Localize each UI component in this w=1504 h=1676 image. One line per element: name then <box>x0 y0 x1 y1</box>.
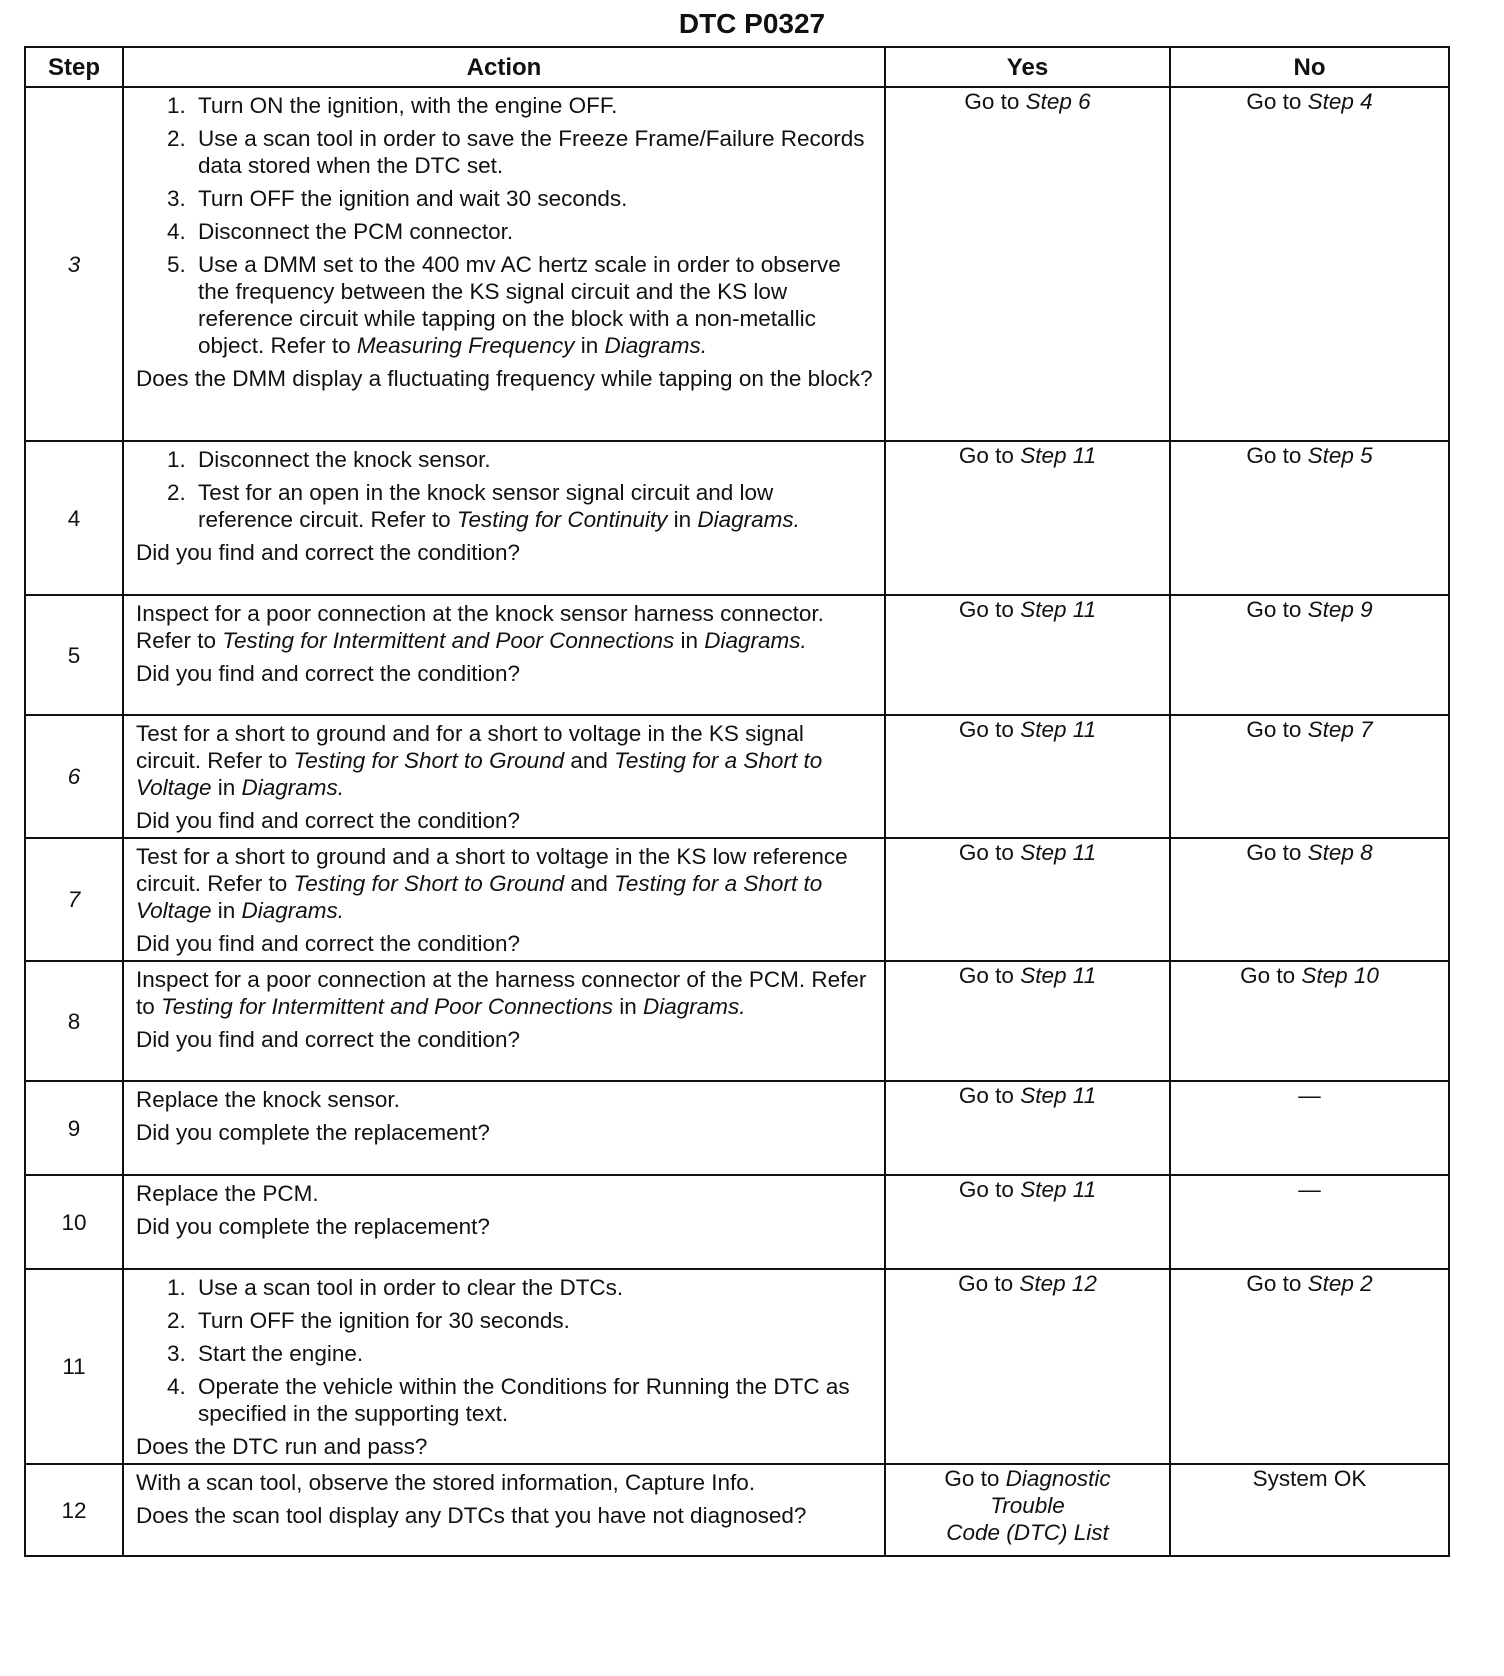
yes-cell: Go to Step 11 <box>958 1083 1097 1108</box>
table-row <box>25 715 1449 838</box>
question: Does the DMM display a fluctuating frequency while tapping on the block? <box>136 366 873 391</box>
question: Did you find and correct the condition? <box>136 661 520 686</box>
no-cell: Go to Step 4 <box>1246 89 1373 114</box>
header-yes: Yes <box>885 47 1170 87</box>
no-cell: Go to Step 9 <box>1246 597 1373 622</box>
list-item: 1. Disconnect the knock sensor. <box>192 446 874 473</box>
step-number: 3 <box>25 87 123 441</box>
yes-cell: Go to Diagnostic Trouble Code (DTC) List <box>944 1466 1111 1545</box>
table-row <box>25 595 1449 715</box>
list-item: 5. Use a DMM set to the 400 mv AC hertz scale in order to observe the frequency between the KS signal circuit and the KS low reference circuit while tapping on the block with a non-metallic object. Refer to Measuring Frequency in Diagrams. <box>192 251 874 359</box>
no-cell: Go to Step 7 <box>1246 717 1373 742</box>
action-cell <box>124 442 884 569</box>
yes-cell: Go to Step 6 <box>964 89 1091 114</box>
action-cell <box>124 1270 884 1463</box>
question: Did you find and correct the condition? <box>136 540 520 565</box>
table-row <box>25 1175 1449 1269</box>
action-cell: Inspect for a poor connection at the harness connector of the PCM. Refer to Testing for Intermittent and Poor Connections in Diagrams. Did you find and correct the condition? <box>124 962 884 1056</box>
no-cell: System OK <box>1252 1466 1367 1491</box>
action-cell <box>124 88 884 395</box>
step-number: 7 <box>25 838 123 961</box>
no-cell: Go to Step 10 <box>1240 963 1379 988</box>
table-row <box>25 87 1449 441</box>
question: Does the DTC run and pass? <box>136 1434 428 1459</box>
step-number: 11 <box>25 1269 123 1464</box>
action-cell: Test for a short to ground and a short to voltage in the KS low reference circuit. Refer to Testing for Short to Ground and Testing for a Short to Voltage in Diagrams. Did you find and correct the condition? <box>124 839 884 960</box>
yes-cell: Go to Step 11 <box>958 443 1097 468</box>
list-item: 1. Turn ON the ignition, with the engine OFF. <box>192 92 874 119</box>
no-cell: — <box>1298 1083 1321 1108</box>
list-item: 3. Start the engine. <box>192 1340 874 1367</box>
table-row <box>25 1464 1449 1556</box>
action-cell: With a scan tool, observe the stored information, Capture Info. Does the scan tool display any DTCs that you have not diagnosed? <box>124 1465 884 1532</box>
yes-cell: Go to Step 12 <box>958 1271 1097 1296</box>
action-cell: Replace the PCM. Did you complete the replacement? <box>124 1176 884 1243</box>
step-number: 10 <box>25 1175 123 1269</box>
question: Did you find and correct the condition? <box>136 808 520 833</box>
question: Did you complete the replacement? <box>136 1120 490 1145</box>
table-row <box>25 441 1449 595</box>
table-row <box>25 838 1449 961</box>
no-cell: Go to Step 5 <box>1246 443 1373 468</box>
action-cell: Inspect for a poor connection at the knock sensor harness connector. Refer to Testing for Intermittent and Poor Connections in Diagrams. Did you find and correct the condition? <box>124 596 884 690</box>
header-step: Step <box>25 47 123 87</box>
no-cell: Go to Step 2 <box>1246 1271 1373 1296</box>
header-action: Action <box>123 47 885 87</box>
page-title: DTC P0327 <box>678 8 826 39</box>
action-cell: Test for a short to ground and for a short to voltage in the KS signal circuit. Refer to Testing for Short to Ground and Testing for a Short to Voltage in Diagrams. Did you find and correct the condition? <box>124 716 884 837</box>
header-no: No <box>1170 47 1449 87</box>
step-number: 6 <box>25 715 123 838</box>
list-item: 3. Turn OFF the ignition and wait 30 seconds. <box>192 185 874 212</box>
step-number: 9 <box>25 1081 123 1175</box>
question: Does the scan tool display any DTCs that you have not diagnosed? <box>136 1503 807 1528</box>
list-item: 4. Disconnect the PCM connector. <box>192 218 874 245</box>
yes-cell: Go to Step 11 <box>958 1177 1097 1202</box>
list-item: 1. Use a scan tool in order to clear the DTCs. <box>192 1274 874 1301</box>
dtc-table <box>24 46 1450 1557</box>
yes-cell: Go to Step 11 <box>958 717 1097 742</box>
list-item: 2. Turn OFF the ignition for 30 seconds. <box>192 1307 874 1334</box>
table-header-row <box>25 47 1449 87</box>
table-row <box>25 1081 1449 1175</box>
step-number: 12 <box>25 1464 123 1556</box>
step-number: 5 <box>25 595 123 715</box>
action-cell: Replace the knock sensor. Did you complete the replacement? <box>124 1082 884 1149</box>
yes-cell: Go to Step 11 <box>958 963 1097 988</box>
table-row <box>25 961 1449 1081</box>
question: Did you find and correct the condition? <box>136 1027 520 1052</box>
list-item: 2. Use a scan tool in order to save the Freeze Frame/Failure Records data stored when the DTC set. <box>192 125 874 179</box>
yes-cell: Go to Step 11 <box>958 840 1097 865</box>
step-number: 8 <box>25 961 123 1081</box>
question: Did you find and correct the condition? <box>136 931 520 956</box>
list-item: 2. Test for an open in the knock sensor signal circuit and low reference circuit. Refer to Testing for Continuity in Diagrams. <box>192 479 874 533</box>
no-cell: — <box>1298 1177 1321 1202</box>
yes-cell: Go to Step 11 <box>958 597 1097 622</box>
table-row <box>25 1269 1449 1464</box>
step-number: 4 <box>25 441 123 595</box>
question: Did you complete the replacement? <box>136 1214 490 1239</box>
no-cell: Go to Step 8 <box>1246 840 1373 865</box>
list-item: 4. Operate the vehicle within the Conditions for Running the DTC as specified in the supporting text. <box>192 1373 874 1427</box>
